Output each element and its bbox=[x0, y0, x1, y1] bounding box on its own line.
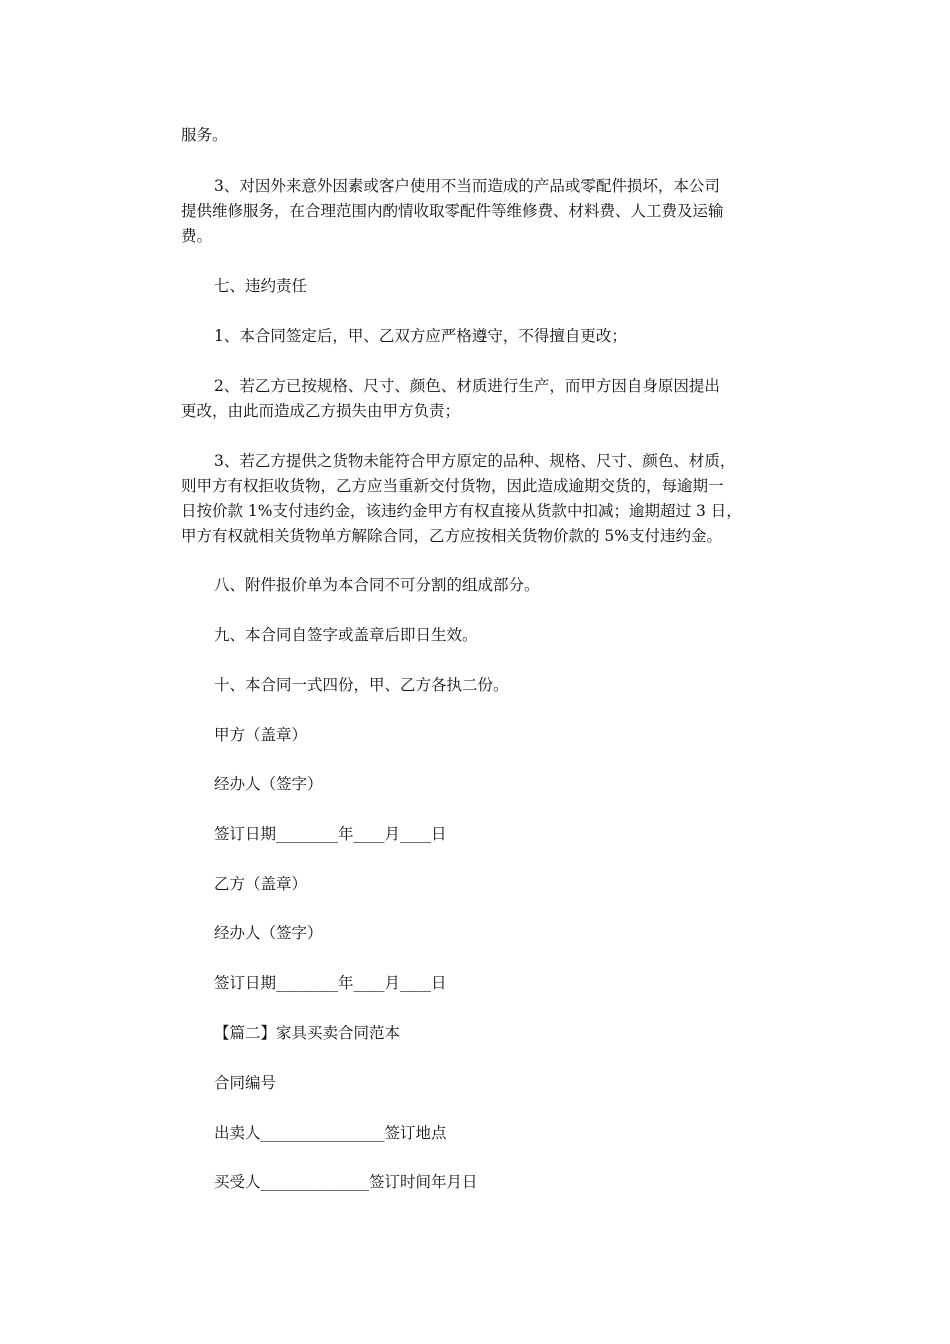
paragraph-line: 2、若乙方已按规格、尺寸、颜色、材质进行生产，而甲方因自身原因提出 bbox=[214, 377, 720, 395]
party-a-agent-signature: 经办人（签字） bbox=[214, 775, 323, 793]
part-2-title: 【篇二】家具买卖合同范本 bbox=[214, 1024, 401, 1042]
section-8: 八、附件报价单为本合同不可分割的组成部分。 bbox=[214, 576, 540, 594]
party-a-seal: 甲方（盖章） bbox=[214, 726, 308, 744]
paragraph-line: 甲方有权就相关货物单方解除合同，乙方应按相关货物价款的 5%支付违约金。 bbox=[181, 527, 723, 545]
paragraph-line: 3、对因外来意外因素或客户使用不当而造成的产品或零配件损坏，本公司 bbox=[214, 177, 720, 195]
party-b-sign-date: 签订日期________年____月____日 bbox=[214, 974, 447, 992]
paragraph-line: 更改，由此而造成乙方损失由甲方负责； bbox=[181, 402, 461, 420]
contract-number-label: 合同编号 bbox=[214, 1074, 277, 1092]
paragraph-line: 费。 bbox=[181, 227, 213, 245]
section-9: 九、本合同自签字或盖章后即日生效。 bbox=[214, 626, 478, 644]
seller-line: 出卖人________________签订地点 bbox=[214, 1124, 447, 1142]
paragraph-line: 提供维修服务，在合理范围内酌情收取零配件等维修费、材料费、人工费及运输 bbox=[181, 202, 724, 220]
clause-7-2 bbox=[181, 374, 771, 424]
section-10: 十、本合同一式四份，甲、乙方各执二份。 bbox=[214, 676, 509, 694]
paragraph-line: 则甲方有权拒收货物，乙方应当重新交付货物，因此造成逾期交货的，每逾期一 bbox=[181, 477, 724, 495]
paragraph-line: 3、若乙方提供之货物未能符合甲方原定的品种、规格、尺寸、颜色、材质， bbox=[214, 452, 736, 470]
clause-7-1: 1、本合同签定后，甲、乙双方应严格遵守，不得擅自更改； bbox=[214, 327, 627, 345]
clause-7-3 bbox=[181, 449, 771, 549]
party-b-agent-signature: 经办人（签字） bbox=[214, 924, 323, 942]
paragraph-clause-6-3 bbox=[181, 174, 771, 249]
party-b-seal: 乙方（盖章） bbox=[214, 875, 308, 893]
buyer-line: 买受人______________签订时间年月日 bbox=[214, 1173, 478, 1191]
section-7-heading: 七、违约责任 bbox=[214, 277, 308, 295]
paragraph-line: 日按价款 1%支付违约金，该违约金甲方有权直接从货款中扣减；逾期超过 3 日， bbox=[181, 502, 742, 520]
party-a-sign-date: 签订日期________年____月____日 bbox=[214, 825, 447, 843]
paragraph-service-tail: 服务。 bbox=[181, 126, 228, 144]
